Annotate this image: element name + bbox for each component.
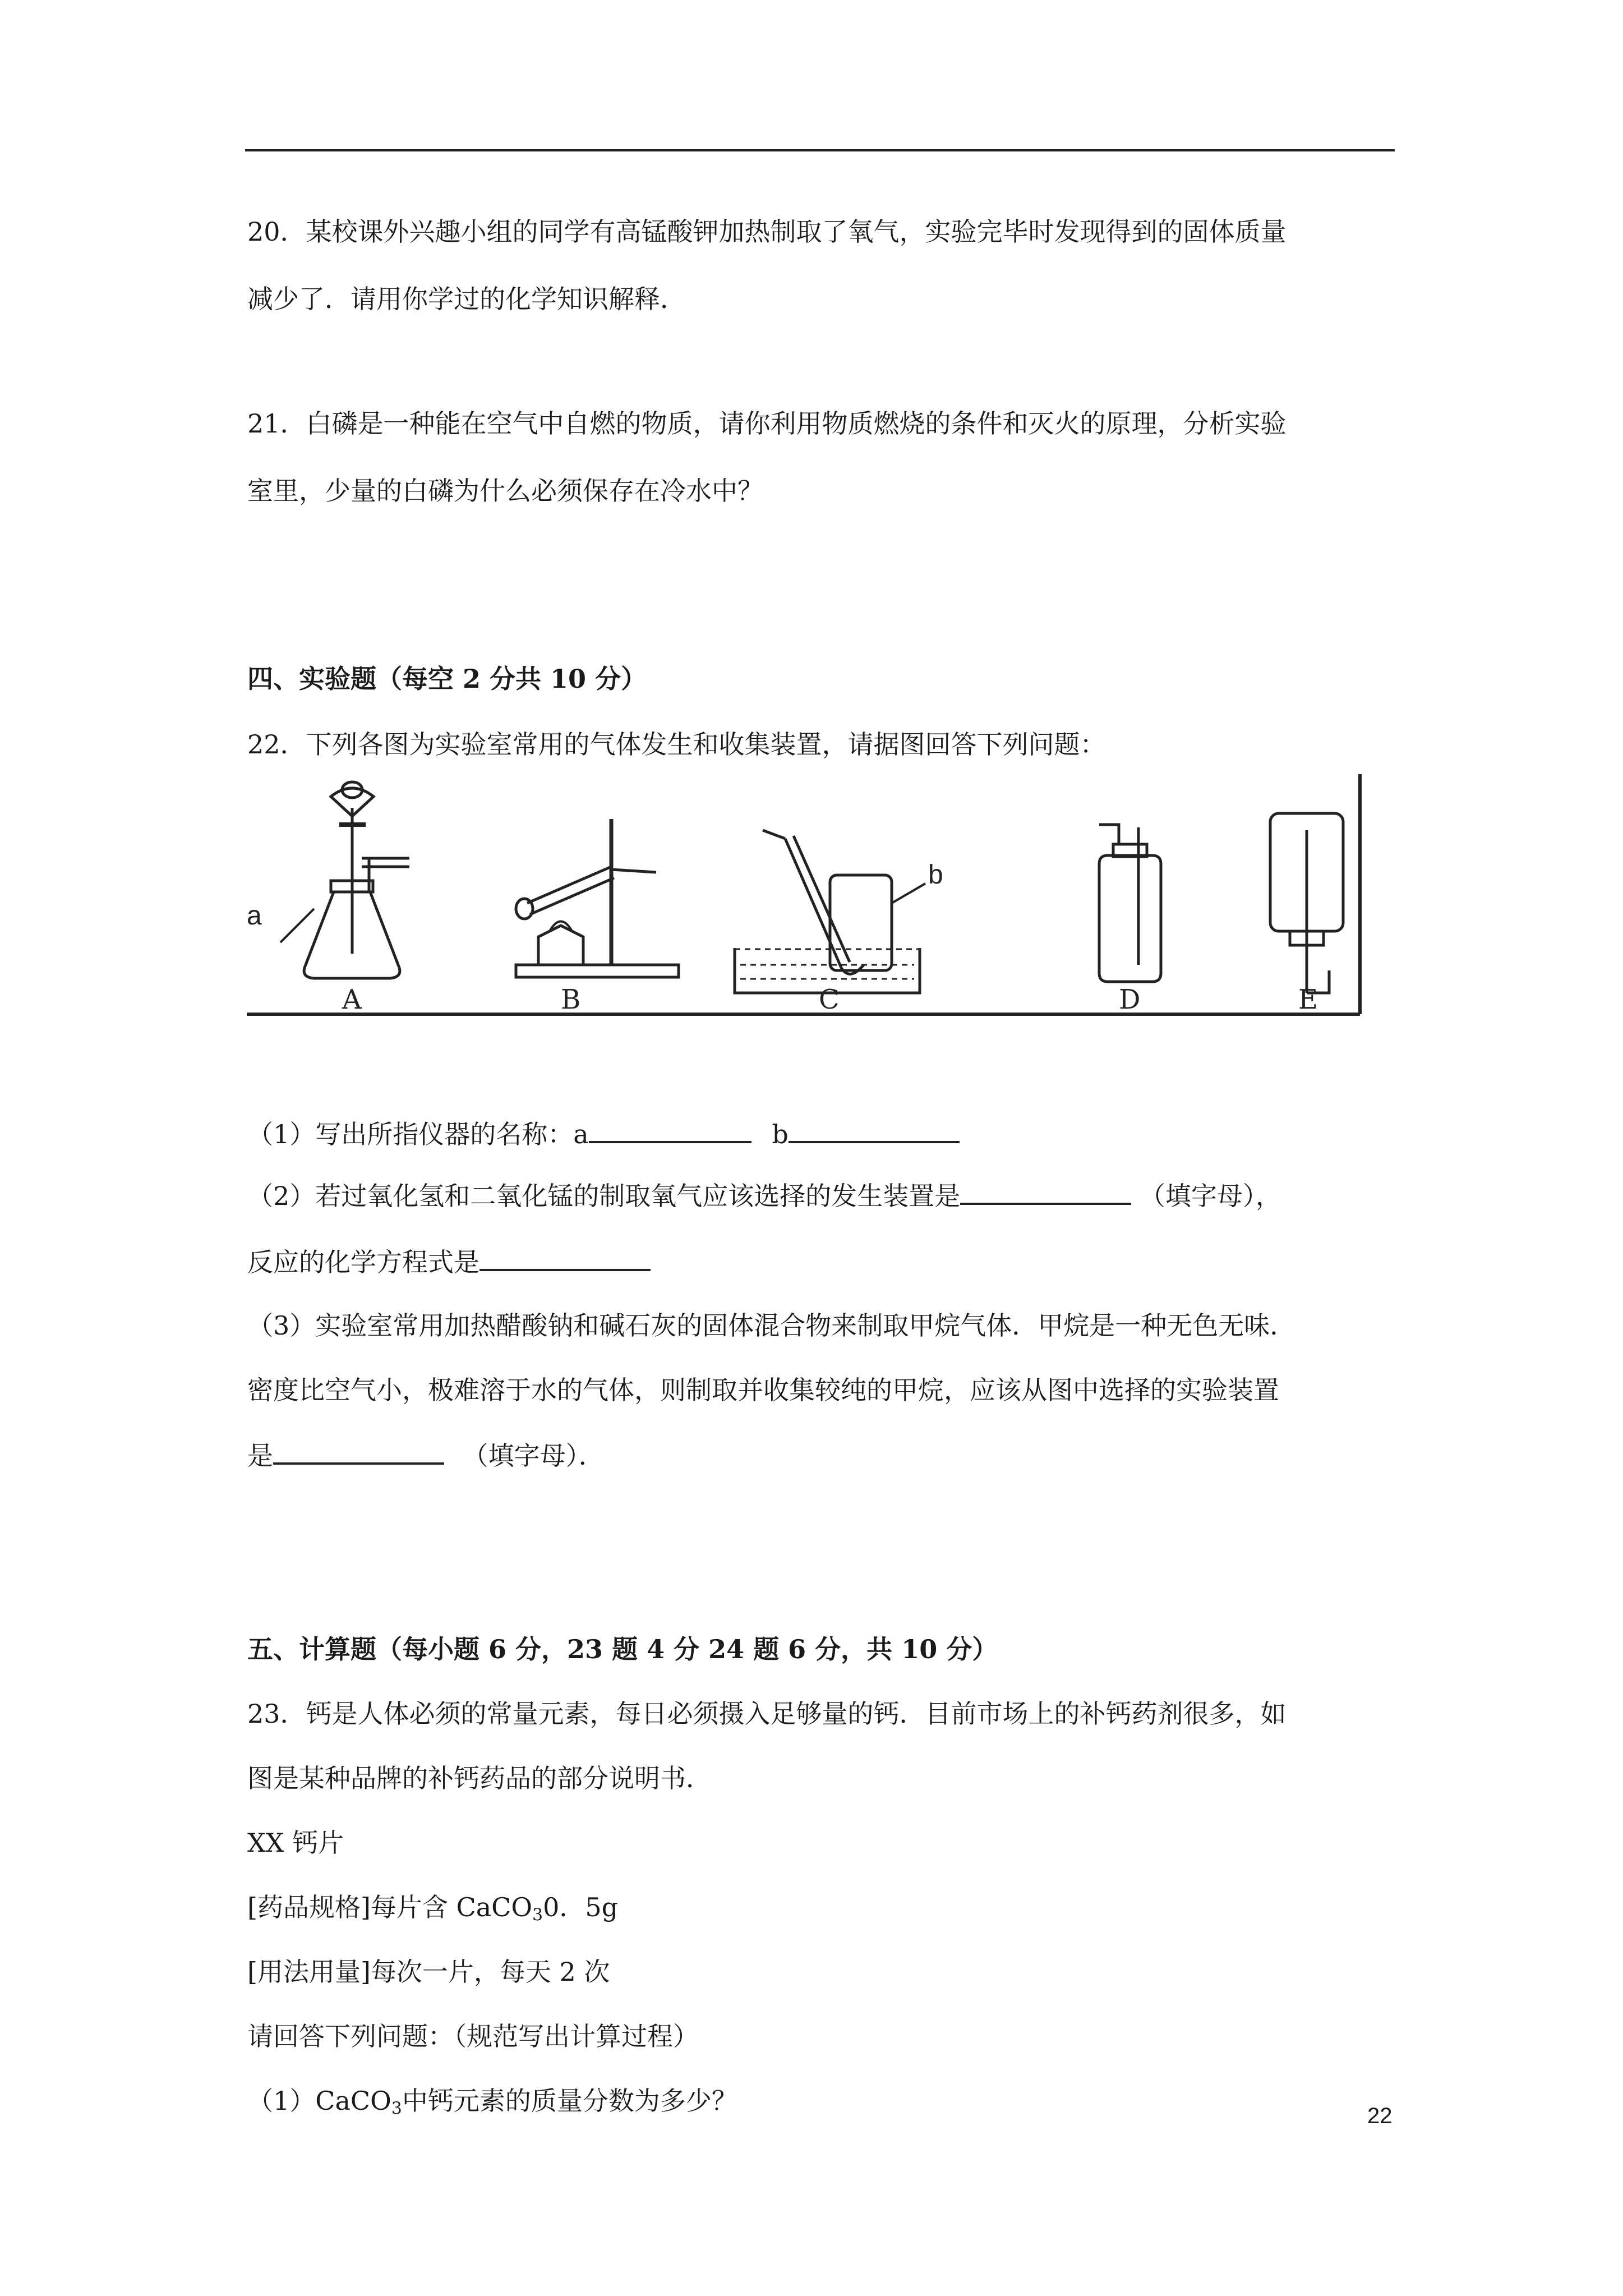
product-spec-post: 0．5g (543, 1892, 619, 1922)
label-c: C (819, 984, 840, 1015)
q23-instructions: 请回答下列问题：（规范写出计算过程） (247, 2021, 699, 2051)
answer-blank-apparatus[interactable] (273, 1438, 444, 1465)
apparatus-diagram (247, 774, 1368, 1021)
apparatus-figure (247, 774, 1368, 1021)
page-number: 22 (1367, 2104, 1393, 2128)
q22-sub3-line3-post: （填字母）． (462, 1441, 605, 1471)
pointer-a-label: a (247, 901, 262, 931)
q22-sub1-b: b (772, 1119, 789, 1149)
apparatus-e (1270, 813, 1343, 993)
q23-sub1-sub: 3 (391, 2099, 402, 2119)
q22-sub2-line2 (247, 1244, 651, 1279)
q22-sub3-line3 (247, 1438, 605, 1473)
q22-sub2-text: （2）若过氧化氢和二氧化锰的制取氧气应该选择的发生装置是 (247, 1181, 961, 1211)
q22-sub2-tail: （填字母）， (1139, 1181, 1281, 1211)
pointer-b-label: b (928, 860, 943, 890)
q21-line2: 室里，少量的白磷为什么必须保存在冷水中？ (247, 476, 763, 506)
apparatus-d (1099, 825, 1161, 982)
apparatus-b (516, 819, 679, 977)
product-spec (247, 1890, 618, 1932)
q23-sub1 (247, 2084, 737, 2125)
product-spec-sub: 3 (532, 1905, 543, 1925)
q22-sub3-line1: （3）实验室常用加热醋酸钠和碱石灰的固体混合物来制取甲烷气体．甲烷是一种无色无味． (247, 1310, 1296, 1341)
q21-line1: 21．白磷是一种能在空气中自燃的物质，请你利用物质燃烧的条件和灭火的原理，分析实验 (247, 408, 1287, 439)
apparatus-a (280, 782, 409, 978)
section4-heading: 四、实验题（每空 2 分共 10 分） (247, 664, 647, 694)
product-spec-pre: [药品规格]每片含 CaCO (247, 1892, 533, 1922)
product-usage: [用法用量]每次一片，每天 2 次 (247, 1957, 610, 1987)
q22-sub3-line2: 密度比空气小，极难溶于水的气体，则制取并收集较纯的甲烷，应该从图中选择的实验装置 (247, 1375, 1279, 1405)
label-e: E (1298, 984, 1318, 1015)
product-name: XX 钙片 (247, 1828, 344, 1858)
q23-sub1-pre: （1）CaCO (247, 2086, 391, 2116)
q23-line2: 图是某种品牌的补钙药品的部分说明书． (247, 1763, 712, 1793)
q23-line1: 23．钙是人体必须的常量元素，每日必须摄入足够量的钙．目前市场上的补钙药剂很多，如 (247, 1699, 1287, 1729)
label-b: B (561, 984, 581, 1015)
q22-sub1 (247, 1116, 960, 1151)
label-a: A (342, 984, 362, 1015)
answer-blank-b[interactable] (789, 1116, 960, 1143)
label-d: D (1119, 984, 1141, 1015)
q22-sub1-text: （1）写出所指仪器的名称：a (247, 1119, 589, 1149)
q22-sub2 (247, 1178, 1281, 1213)
q23-sub1-post: 中钙元素的质量分数为多少？ (402, 2086, 737, 2116)
apparatus-c (735, 830, 925, 993)
answer-blank-equation[interactable] (479, 1244, 651, 1271)
q22-sub3-line3-pre: 是 (247, 1441, 273, 1471)
header-rule (245, 149, 1395, 151)
section5-heading: 五、计算题（每小题 6 分，23 题 4 分 24 题 6 分，共 10 分） (247, 1634, 998, 1664)
q22-sub2-line2-text: 反应的化学方程式是 (247, 1247, 479, 1277)
q20-line2: 减少了．请用你学过的化学知识解释． (247, 284, 686, 314)
answer-blank-generator[interactable] (960, 1178, 1131, 1205)
answer-blank-a[interactable] (589, 1116, 751, 1143)
q22-intro: 22．下列各图为实验室常用的气体发生和收集装置，请据图回答下列问题： (247, 729, 1106, 760)
q20-line1: 20．某校课外兴趣小组的同学有高锰酸钾加热制取了氧气，实验完毕时发现得到的固体质量 (247, 217, 1287, 247)
